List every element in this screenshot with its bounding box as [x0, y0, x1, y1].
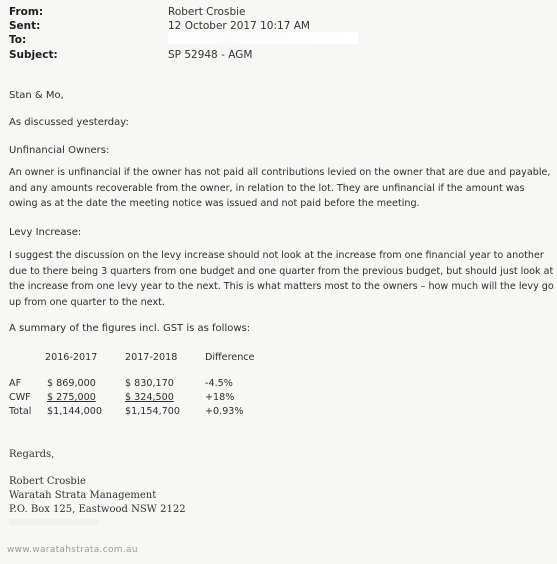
- subject-value: SP 52948 - AGM: [168, 49, 253, 61]
- af-2016: $ 869,000: [47, 378, 96, 389]
- signature-name: Robert Crosbie: [9, 476, 86, 487]
- total-2016: $1,144,000: [47, 406, 102, 417]
- total-2017: $1,154,700: [125, 406, 180, 417]
- intro-line: As discussed yesterday:: [9, 117, 129, 128]
- af-diff: -4.5%: [205, 378, 233, 389]
- unfinancial-heading: Unfinancial Owners:: [9, 145, 110, 156]
- signature-company: Waratah Strata Management: [9, 490, 157, 501]
- from-value: Robert Crosbie: [168, 6, 246, 18]
- row-label-af: AF: [9, 378, 22, 389]
- row-label-total: Total: [9, 406, 32, 417]
- summary-intro: A summary of the figures incl. GST is as follows:: [9, 323, 251, 334]
- col-header-2017: 2017-2018: [125, 352, 178, 363]
- col-header-2016: 2016-2017: [45, 352, 98, 363]
- af-2017: $ 830,170: [125, 378, 174, 389]
- sent-value: 12 October 2017 10:17 AM: [168, 20, 310, 32]
- levy-heading: Levy Increase:: [9, 227, 82, 238]
- sent-label: Sent:: [9, 20, 41, 32]
- cwf-2016: $ 275,000: [47, 392, 96, 403]
- website-link[interactable]: www.waratahstrata.com.au: [7, 545, 138, 555]
- redacted-recipient: [168, 32, 358, 44]
- greeting: Stan & Mo,: [9, 90, 64, 101]
- row-label-cwf: CWF: [9, 392, 31, 403]
- cwf-diff: +18%: [205, 392, 235, 403]
- col-header-difference: Difference: [205, 352, 255, 363]
- from-label: From:: [9, 6, 44, 18]
- levy-paragraph: I suggest the discussion on the levy increase should not look at the increase from one financial year to another due to there being 3 quarters from one budget and one quarter from the previous budget, but should just look at the increase from one levy year to the next. This is what matters most to the owners – how much will the levy go up from one quarter to the next.: [9, 250, 554, 308]
- cwf-2017: $ 324,500: [125, 392, 174, 403]
- to-label: To:: [9, 34, 27, 46]
- subject-label: Subject:: [9, 49, 58, 61]
- total-diff: +0.93%: [205, 406, 244, 417]
- unfinancial-paragraph: An owner is unfinancial if the owner has not paid all contributions levied on the owner that are due and payable, and any amounts recoverable from the owner, in relation to the lot. They are unfinancial if the amount was owing as at the date the meeting notice was issued and not paid before the meeting.: [9, 167, 551, 209]
- closing: Regards,: [9, 449, 55, 460]
- faded-contact-line: [9, 519, 99, 525]
- signature-address: P.O. Box 125, Eastwood NSW 2122: [9, 504, 186, 515]
